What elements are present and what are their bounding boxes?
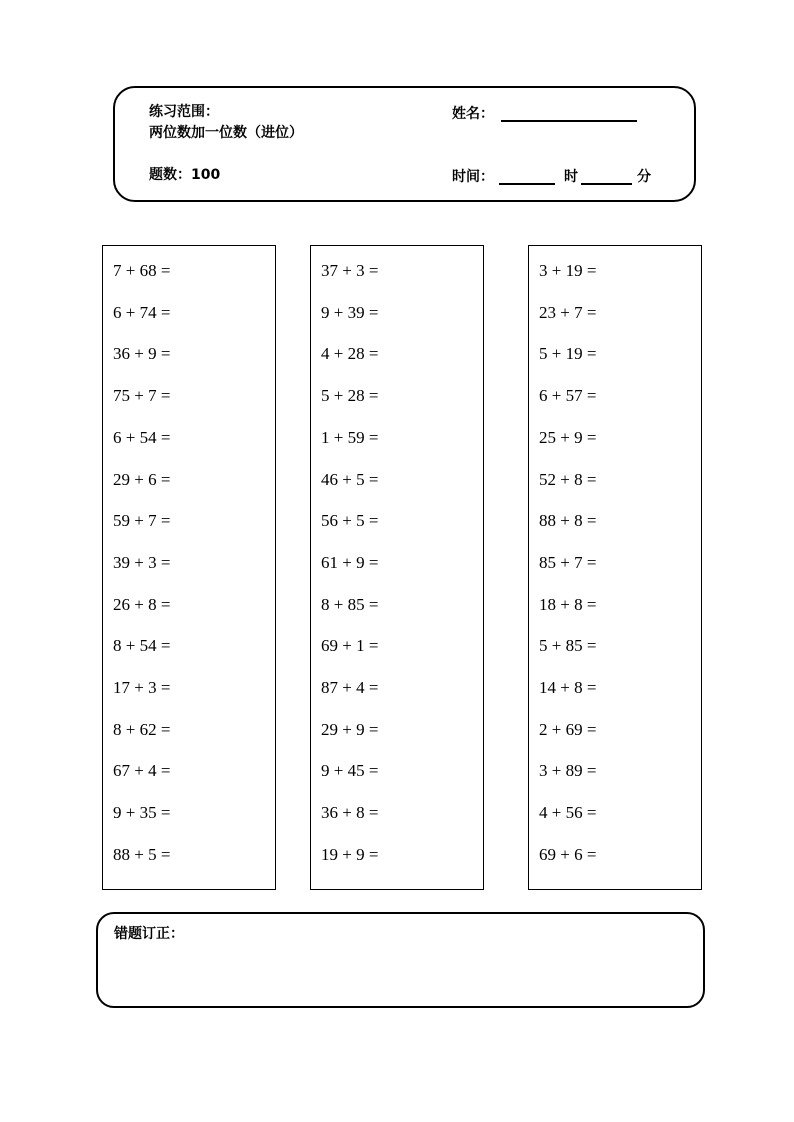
- count-value: 100: [191, 167, 221, 183]
- problem: 5 + 85 =: [539, 636, 597, 656]
- hour-label: 时: [564, 169, 578, 185]
- minute-field[interactable]: [581, 183, 632, 185]
- problem-column-3: [528, 245, 702, 890]
- problem: 59 + 7 =: [113, 511, 171, 531]
- problem: 37 + 3 =: [321, 261, 379, 280]
- problem: 17 + 3 =: [113, 678, 171, 697]
- problem: 87 + 4 =: [321, 678, 379, 697]
- problem: 8 + 62 =: [113, 719, 171, 739]
- worksheet-header: [113, 86, 696, 202]
- count-label: 题数：: [149, 167, 191, 183]
- problem: 29 + 6 =: [113, 469, 171, 489]
- problem: 88 + 8 =: [539, 511, 597, 531]
- problem: 88 + 5 =: [113, 844, 171, 864]
- problem: 19 + 9 =: [321, 844, 379, 864]
- problem: 18 + 8 =: [539, 594, 597, 614]
- problem: 36 + 8 =: [321, 803, 379, 823]
- problem: 46 + 5 =: [321, 469, 379, 489]
- hour-field[interactable]: [499, 183, 555, 185]
- name-label: 姓名：: [452, 106, 494, 122]
- problem: 61 + 9 =: [321, 552, 379, 572]
- problem: 6 + 74 =: [113, 302, 171, 322]
- question-count: [149, 166, 220, 184]
- problem: 36 + 9 =: [113, 344, 171, 364]
- problem: 8 + 85 =: [321, 594, 379, 614]
- problem: 1 + 59 =: [321, 427, 379, 447]
- problem: 75 + 7 =: [113, 386, 171, 406]
- problem: 56 + 5 =: [321, 511, 379, 531]
- problem: 6 + 54 =: [113, 427, 171, 447]
- problem: 25 + 9 =: [539, 427, 597, 447]
- problem: 69 + 1 =: [321, 636, 379, 656]
- correction-label: 错题订正：: [114, 926, 184, 942]
- problem: 6 + 57 =: [539, 386, 597, 406]
- problem: 14 + 8 =: [539, 678, 597, 697]
- minute-label: 分: [637, 169, 651, 185]
- time-label: 时间：: [452, 169, 494, 185]
- problem: 85 + 7 =: [539, 552, 597, 572]
- problem: 9 + 39 =: [321, 302, 379, 322]
- problem: 52 + 8 =: [539, 469, 597, 489]
- problem: 69 + 6 =: [539, 844, 597, 864]
- problem: 5 + 19 =: [539, 344, 597, 364]
- problem: 3 + 89 =: [539, 761, 597, 781]
- name-field[interactable]: [501, 120, 637, 122]
- problem: 9 + 35 =: [113, 803, 171, 823]
- problem: 5 + 28 =: [321, 386, 379, 406]
- problem: 4 + 56 =: [539, 803, 597, 823]
- problem: 39 + 3 =: [113, 552, 171, 572]
- problem: 23 + 7 =: [539, 302, 597, 322]
- range-label: 练习范围：: [149, 104, 219, 120]
- problem-column-1: [102, 245, 276, 890]
- problem: 8 + 54 =: [113, 636, 171, 656]
- problem: 9 + 45 =: [321, 761, 379, 781]
- problem: 2 + 69 =: [539, 719, 597, 739]
- problem: 26 + 8 =: [113, 594, 171, 614]
- problem: 29 + 9 =: [321, 719, 379, 739]
- problem: 4 + 28 =: [321, 344, 379, 364]
- problem: 3 + 19 =: [539, 261, 597, 280]
- range-value: 两位数加一位数（进位）: [149, 125, 303, 141]
- correction-box[interactable]: [96, 912, 705, 1008]
- problem-column-2: [310, 245, 484, 890]
- problem: 67 + 4 =: [113, 761, 171, 781]
- problem: 7 + 68 =: [113, 261, 171, 280]
